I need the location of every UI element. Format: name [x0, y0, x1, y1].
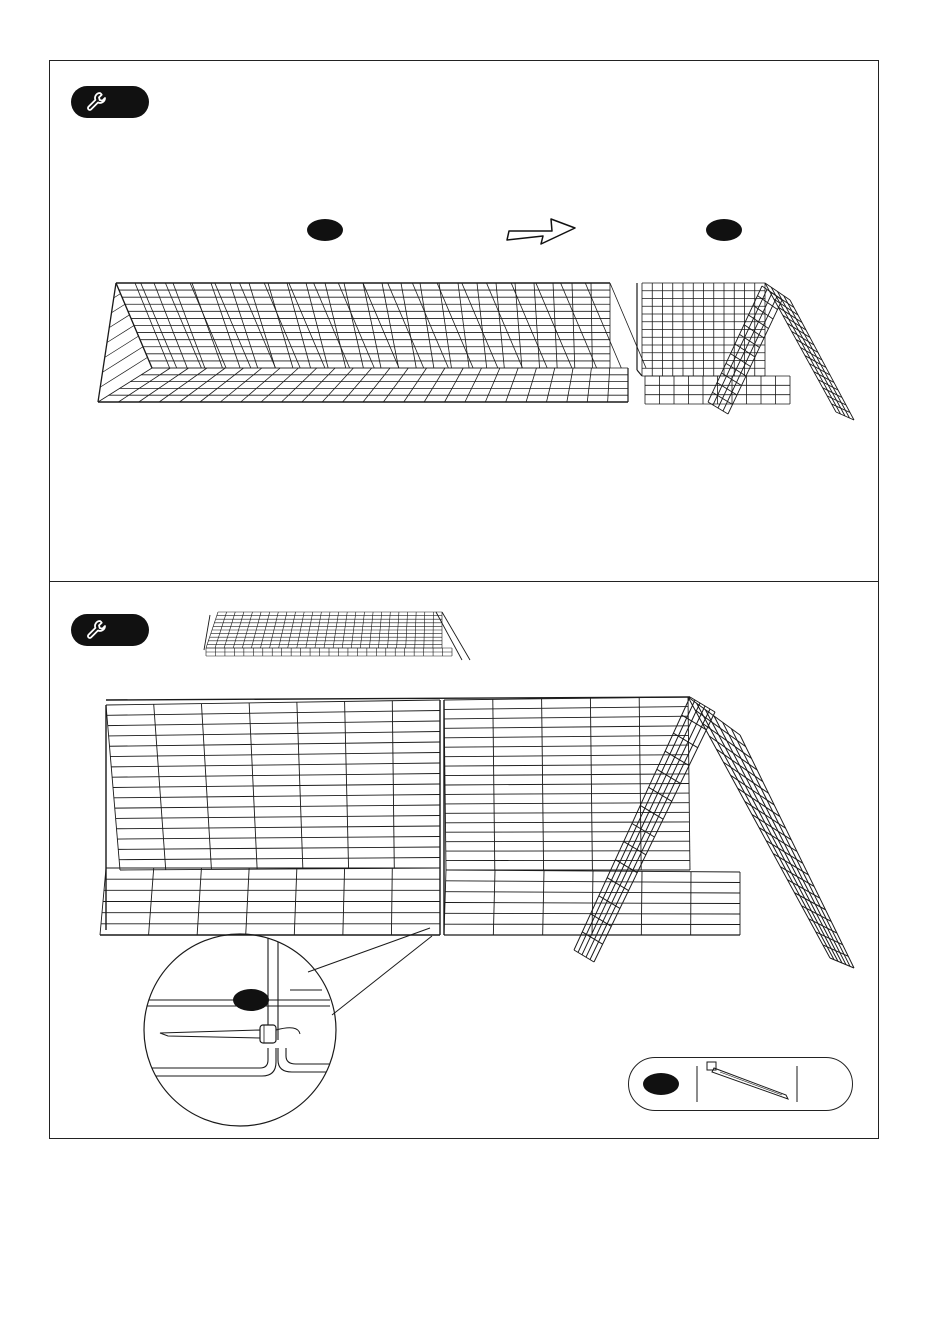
- overview-thumbnail: [204, 612, 470, 660]
- parts-list-marker: [643, 1073, 679, 1095]
- detail-part-marker: [233, 989, 269, 1011]
- right-arrow-outline-icon: [507, 219, 575, 244]
- long-run-panel: [98, 283, 646, 402]
- detail-callout: [140, 928, 432, 1126]
- short-run-panel: [637, 283, 854, 420]
- joined-run-assembly: [100, 697, 854, 968]
